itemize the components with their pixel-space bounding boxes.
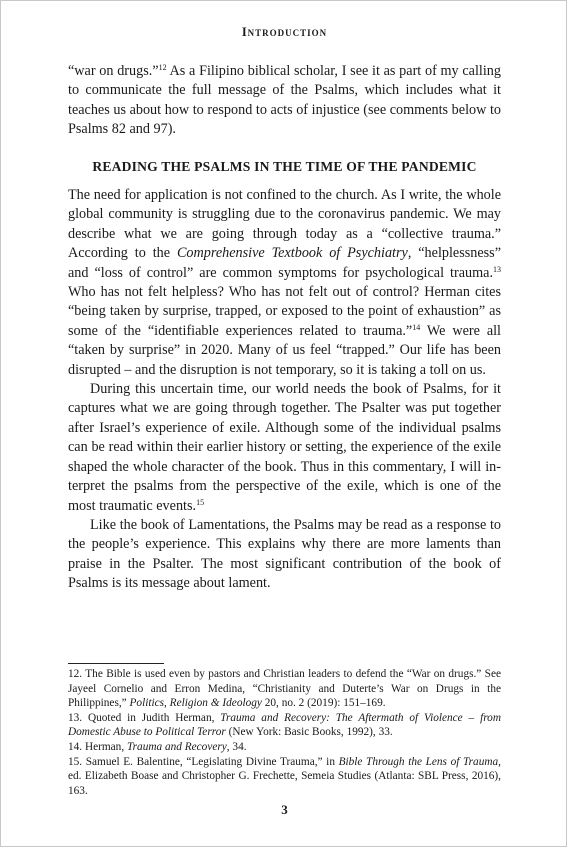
text-run: , 34. — [226, 740, 247, 753]
text-run: , ed. Elizabeth Boase and Christopher G. Frechette, Semeia Studies (Atlanta: SBL Press, 2016), 163. — [68, 755, 501, 797]
footnote-12 — [68, 667, 501, 711]
paragraph-1 — [68, 186, 501, 380]
text-run: 12. The Bible is used even by pastors and Christian leaders to defend the “War on drugs.” See Jayeel Cornelio and Erron Medina, “Christianity and Duterte’s War on Drugs in the Philippines,” — [68, 668, 501, 710]
footnote-divider — [68, 663, 164, 664]
text-run: , “helplessness” and “loss of control” are common symptoms for psychological trauma. — [68, 245, 501, 281]
text-run: 15. Samuel E. Balentine, “Legislating Divine Trauma,” in — [68, 755, 339, 768]
book-title: Trauma and Recovery: The Aftermath of Violence – from Domestic Abuse to Political Terror — [68, 711, 501, 739]
text-run: “war on drugs.” — [68, 63, 159, 79]
footnote-13 — [68, 711, 501, 740]
footnote-15 — [68, 755, 501, 799]
paragraph-2 — [68, 380, 501, 516]
book-title: Bible Through the Lens of Trauma — [338, 755, 499, 768]
text-run: During this uncertain time, our world needs the book of Psalms, for it captures what we are going through together. The Psalter was put together after Israel’s experience of exile. Although some of the individual psalms can be read within their earlier history or setting, the experience of the exile shaped the whole character of the book. Thus in this commentary, I will interpret the psalms from the perspective of the exile, which is one of the most traumatic events. — [68, 381, 501, 514]
text-run: (New York: Basic Books, 1992), 33. — [225, 726, 393, 739]
journal-title: Politics, Religion & Ideology — [129, 697, 262, 710]
footnote-ref-15[interactable]: 15 — [196, 497, 205, 507]
text-run: As a Filipino biblical scholar, I see it as part of my calling to communicate the full message of the Psalms, which includes what it teaches us about how to respond to acts of injustice (see comments below to Psalms 82 and 97). — [68, 63, 501, 138]
text-run: 13. Quoted in Judith Herman, — [68, 711, 221, 724]
paragraph-text — [68, 62, 501, 140]
section-body — [68, 186, 501, 594]
footnote-ref-14[interactable]: 14 — [412, 322, 421, 332]
book-title: Trauma and Recovery — [126, 740, 227, 753]
text-run: We were all “taken by surprise” in 2020. Many of us feel “trapped.” Our life has been disrupted – and the disruption is not temporary, so it is taking a toll on us. — [68, 322, 501, 378]
text-run: 14. Herman, — [68, 740, 127, 753]
running-head: Introduction — [241, 25, 328, 39]
text-run: The need for application is not confined to the church. As I write, the whole global community is struggling due to the coronavirus pandemic. We may describe what we are going through today as a “collective trauma.” According to the — [68, 187, 501, 262]
footnote-ref-13[interactable]: 13 — [493, 264, 501, 274]
book-title: Comprehensive Textbook of Psychiatry — [176, 245, 408, 262]
page-number: 3 — [281, 802, 288, 817]
footnotes — [68, 667, 501, 798]
section-heading: READING THE PSALMS IN THE TIME OF THE PANDEMIC — [92, 159, 477, 174]
footnote-14 — [68, 740, 501, 755]
text-run: 20, no. 2 (2019): 151–169. — [261, 697, 386, 710]
text-run: Who has not felt helpless? Who has not felt out of control? Herman cites “being taken by surprise, trapped, or exposed to the point of exhaustion” as some of the “identifiable experiences related to trauma.” — [68, 284, 501, 339]
paragraph-3: Like the book of Lamentations, the Psalms may be read as a response to the people’s experience. This explains why there are more laments than praise in the Psalter. The most significant contribution of the book of Psalms is its message about lament. — [68, 516, 501, 592]
intro-paragraph — [68, 62, 501, 140]
footnote-ref-12[interactable]: 12 — [158, 63, 167, 72]
